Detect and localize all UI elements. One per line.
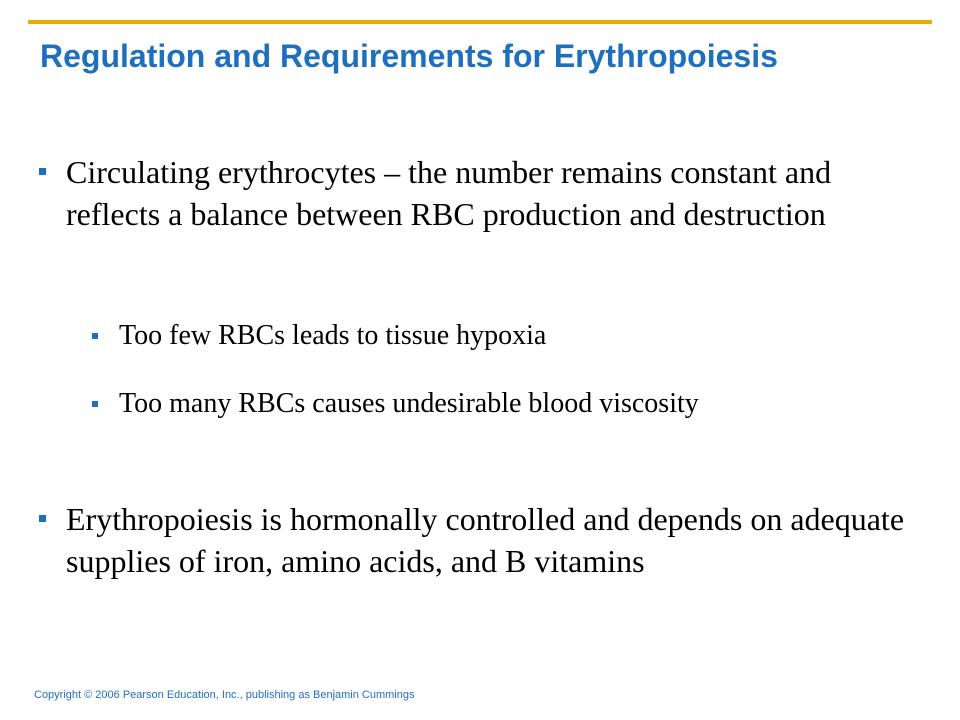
bullet-text: Circulating erythrocytes – the number remains constant and reflects a balance between RBC production and destruction (66, 154, 832, 232)
bullet-erythropoiesis-control (66, 498, 916, 582)
slide-title: Regulation and Requirements for Erythropoiesis (40, 38, 778, 74)
sub-bullet-too-many-rbcs (119, 386, 859, 422)
square-bullet-icon (39, 168, 46, 175)
sub-bullet-text: Too many RBCs causes undesirable blood viscosity (119, 388, 699, 419)
sub-bullet-too-few-rbcs (119, 318, 859, 354)
sub-bullet-text: Too few RBCs leads to tissue hypoxia (119, 320, 547, 351)
square-bullet-icon (92, 333, 98, 339)
copyright-footer: Copyright © 2006 Pearson Education, Inc., publishing as Benjamin Cummings (34, 689, 415, 701)
bullet-text: Erythropoiesis is hormonally controlled and depends on adequate supplies of iron, amino acids, and B vitamins (66, 501, 905, 579)
square-bullet-icon (92, 401, 98, 407)
top-accent-rule (28, 20, 932, 24)
square-bullet-icon (39, 515, 46, 522)
bullet-circulating-erythrocytes (66, 151, 886, 235)
